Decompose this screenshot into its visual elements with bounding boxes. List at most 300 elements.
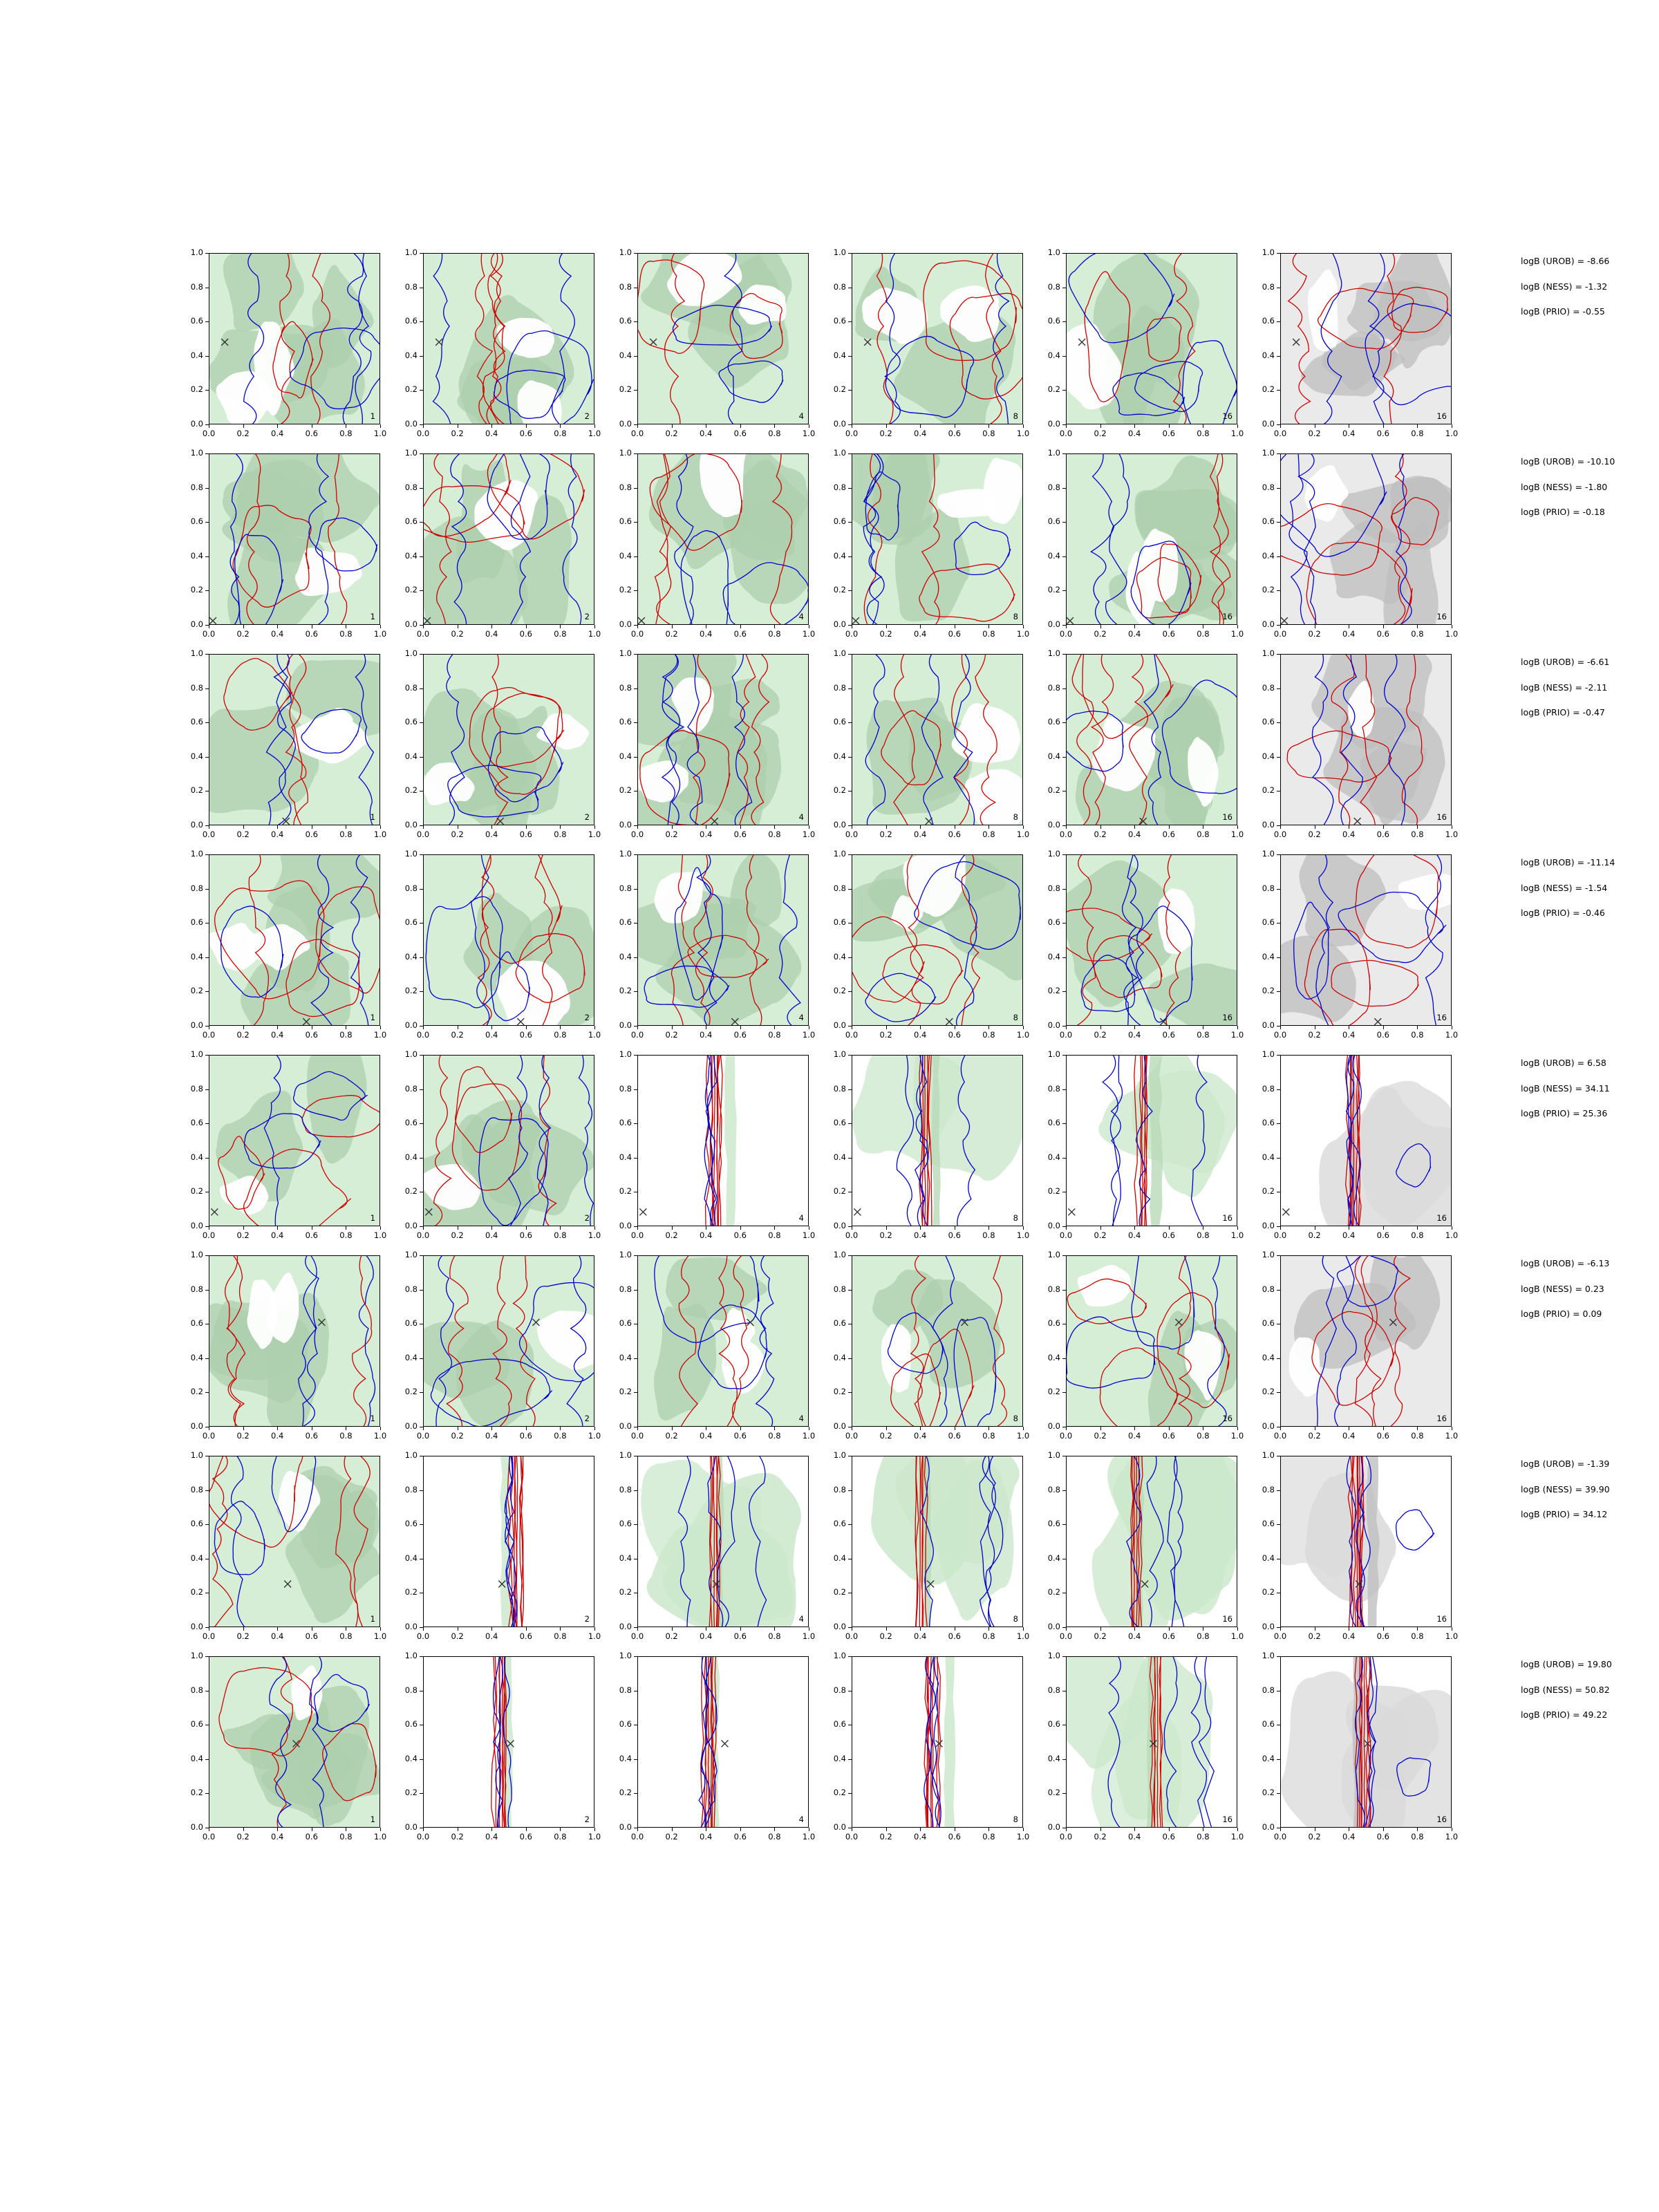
y-tick-label: 0.0 — [1262, 1622, 1275, 1631]
x-tick-mark — [672, 1026, 673, 1029]
x-tick-mark — [491, 424, 492, 428]
y-tick-label: 0.6 — [619, 917, 632, 928]
panel-row — [173, 1250, 1459, 1450]
x-tick-label: 0.2 — [665, 629, 678, 639]
y-tick-mark — [1277, 356, 1280, 357]
y-tick-label: 0.0 — [190, 1020, 203, 1030]
x-tick-mark — [886, 1627, 887, 1631]
panel-index-label: 2 — [584, 411, 590, 421]
contour-plot — [1066, 1456, 1237, 1627]
x-tick-label: 0.2 — [879, 830, 892, 839]
x-tick-mark — [526, 1026, 527, 1029]
y-tick-mark — [1062, 556, 1066, 557]
x-tick-label: 0.4 — [700, 1230, 713, 1240]
x-tick-mark — [1417, 1226, 1418, 1230]
x-tick-mark — [380, 1627, 381, 1631]
x-tick-label: 0.6 — [305, 429, 318, 438]
y-tick-label: 0.8 — [404, 1083, 418, 1094]
contour-panel-cell — [1030, 1651, 1244, 1851]
x-tick-label: 0.0 — [630, 1631, 644, 1641]
y-tick-label: 0.2 — [1262, 1387, 1275, 1397]
y-tick-label: 0.6 — [619, 717, 632, 727]
y-tick-label: 0.8 — [404, 1284, 418, 1294]
y-tick-label: 0.0 — [1047, 619, 1060, 629]
x-tick-label: 0.4 — [1342, 1030, 1356, 1040]
x-tick-mark — [637, 1828, 638, 1831]
x-tick-mark — [886, 1828, 887, 1831]
y-tick-mark — [848, 1490, 852, 1491]
contour-plot — [209, 854, 380, 1026]
x-tick-mark — [380, 1427, 381, 1430]
y-tick-label: 1.0 — [1262, 849, 1275, 859]
y-tick-mark — [420, 957, 423, 958]
y-tick-mark — [634, 488, 637, 489]
x-tick-label: 0.4 — [700, 1431, 713, 1441]
x-tick-mark — [1100, 825, 1101, 829]
contour-panel-cell — [1244, 1049, 1459, 1250]
y-tick-label: 0.0 — [619, 1221, 632, 1230]
x-tick-label: 0.0 — [202, 1230, 216, 1240]
y-tick-mark — [848, 321, 852, 322]
y-tick-mark — [634, 356, 637, 357]
log-bayes-factor-value: logB (PRIO) = 34.12 — [1521, 1509, 1608, 1519]
x-tick-label: 0.4 — [700, 830, 713, 839]
y-tick-label: 0.8 — [619, 482, 632, 492]
x-tick-mark — [1169, 825, 1170, 829]
panel-index-label: 8 — [1013, 1213, 1018, 1223]
y-tick-mark — [1277, 321, 1280, 322]
y-tick-label: 0.8 — [619, 1685, 632, 1695]
y-tick-mark — [420, 654, 423, 655]
panel-index-label: 8 — [1013, 1815, 1018, 1824]
y-tick-label: 0.8 — [1047, 1083, 1060, 1094]
y-tick-label: 0.4 — [1262, 1352, 1275, 1362]
y-tick-label: 1.0 — [190, 1049, 203, 1059]
y-tick-label: 0.6 — [1047, 717, 1060, 727]
x-tick-label: 0.4 — [485, 429, 498, 438]
y-tick-label: 0.0 — [833, 419, 846, 429]
x-tick-label: 0.6 — [733, 1832, 747, 1841]
y-tick-label: 0.6 — [833, 316, 846, 326]
x-tick-mark — [1066, 825, 1067, 829]
x-tick-label: 0.0 — [1059, 1631, 1073, 1641]
x-tick-label: 0.4 — [1342, 1431, 1356, 1441]
x-tick-label: 0.8 — [1197, 830, 1210, 839]
y-tick-label: 0.2 — [190, 585, 203, 595]
y-tick-label: 0.2 — [404, 1186, 418, 1197]
y-tick-label: 1.0 — [190, 448, 203, 458]
x-tick-label: 0.8 — [339, 830, 353, 839]
x-tick-mark — [672, 1427, 673, 1430]
y-tick-mark — [634, 1055, 637, 1056]
x-tick-label: 0.0 — [202, 1030, 216, 1040]
x-tick-label: 1.0 — [1445, 429, 1459, 438]
panel-index-label: 4 — [798, 1213, 804, 1223]
x-tick-label: 0.2 — [236, 429, 250, 438]
x-tick-label: 0.8 — [1197, 1030, 1210, 1040]
x-tick-mark — [740, 625, 741, 628]
y-tick-label: 1.0 — [404, 448, 418, 458]
log-bayes-factor-value: logB (NESS) = 34.11 — [1521, 1082, 1610, 1094]
y-tick-label: 0.8 — [1047, 1484, 1060, 1494]
contour-plot — [1280, 453, 1452, 625]
x-tick-label: 0.2 — [1094, 1030, 1107, 1040]
x-tick-label: 0.2 — [1308, 830, 1321, 839]
y-tick-mark — [848, 1793, 852, 1794]
x-tick-label: 0.2 — [879, 1230, 892, 1240]
x-tick-label: 0.8 — [982, 629, 995, 639]
panel-index-label: 4 — [798, 1614, 804, 1624]
x-tick-mark — [1100, 625, 1101, 628]
y-tick-mark — [205, 1490, 209, 1491]
x-tick-mark — [740, 1627, 741, 1631]
panel-index-label: 2 — [584, 812, 590, 822]
x-tick-label: 0.0 — [630, 830, 644, 839]
y-tick-label: 0.2 — [619, 1387, 632, 1397]
x-tick-mark — [491, 825, 492, 829]
x-tick-mark — [1383, 825, 1384, 829]
x-tick-mark — [1383, 1427, 1384, 1430]
y-tick-label: 0.0 — [404, 1822, 418, 1832]
y-tick-label: 0.2 — [190, 785, 203, 796]
x-tick-mark — [277, 1627, 278, 1631]
y-tick-label: 0.2 — [619, 785, 632, 796]
y-tick-label: 1.0 — [833, 849, 846, 859]
x-tick-label: 0.0 — [1059, 429, 1073, 438]
y-tick-label: 1.0 — [190, 1651, 203, 1660]
y-tick-label: 0.2 — [1262, 585, 1275, 595]
y-tick-label: 0.4 — [1047, 550, 1060, 561]
x-tick-label: 0.0 — [845, 1631, 859, 1641]
y-tick-label: 1.0 — [404, 648, 418, 658]
x-tick-label: 0.4 — [1342, 429, 1356, 438]
contour-plot — [1280, 654, 1452, 825]
y-tick-label: 0.8 — [190, 1284, 203, 1294]
x-tick-mark — [1280, 424, 1281, 428]
y-tick-label: 0.4 — [1262, 350, 1275, 360]
contour-plot — [209, 1055, 380, 1226]
y-tick-mark — [848, 1392, 852, 1393]
x-tick-label: 0.4 — [914, 629, 927, 639]
x-tick-label: 0.6 — [519, 1631, 532, 1641]
x-tick-label: 0.2 — [236, 1230, 250, 1240]
y-tick-mark — [205, 854, 209, 855]
x-tick-label: 0.8 — [554, 1832, 567, 1841]
y-tick-label: 1.0 — [619, 849, 632, 859]
y-tick-mark — [1277, 1656, 1280, 1657]
y-tick-mark — [205, 1055, 209, 1056]
x-tick-mark — [920, 1226, 921, 1230]
y-tick-mark — [1062, 1759, 1066, 1760]
x-tick-mark — [920, 1026, 921, 1029]
y-tick-label: 0.0 — [619, 1421, 632, 1431]
contour-panel-cell — [173, 1450, 387, 1651]
y-tick-label: 1.0 — [1262, 448, 1275, 458]
x-tick-mark — [1383, 424, 1384, 428]
x-tick-mark — [491, 1226, 492, 1230]
y-tick-label: 1.0 — [619, 448, 632, 458]
y-tick-label: 0.6 — [1262, 1118, 1275, 1128]
y-tick-label: 0.0 — [404, 619, 418, 629]
y-tick-mark — [848, 453, 852, 454]
panel-index-label: 1 — [370, 1213, 375, 1223]
y-tick-label: 0.2 — [1262, 986, 1275, 996]
y-tick-label: 0.6 — [833, 1118, 846, 1128]
x-tick-mark — [277, 1828, 278, 1831]
x-tick-label: 0.0 — [1059, 1230, 1073, 1240]
y-tick-mark — [420, 1158, 423, 1159]
y-tick-mark — [1062, 923, 1066, 924]
x-tick-label: 0.2 — [1308, 429, 1321, 438]
y-tick-label: 1.0 — [833, 1651, 846, 1660]
x-tick-label: 1.0 — [1230, 1230, 1244, 1240]
x-tick-label: 0.2 — [879, 1030, 892, 1040]
y-tick-mark — [1062, 957, 1066, 958]
x-tick-label: 0.8 — [339, 1030, 353, 1040]
x-tick-label: 0.0 — [1273, 629, 1287, 639]
x-tick-mark — [774, 1026, 775, 1029]
y-tick-label: 0.4 — [404, 1352, 418, 1362]
x-tick-label: 0.2 — [1094, 1230, 1107, 1240]
x-tick-mark — [1169, 1226, 1170, 1230]
y-tick-label: 0.8 — [833, 1484, 846, 1494]
log-bayes-factor-value: logB (PRIO) = 25.36 — [1521, 1108, 1608, 1118]
y-tick-label: 1.0 — [619, 247, 632, 257]
y-tick-label: 0.6 — [404, 516, 418, 527]
y-tick-mark — [205, 1793, 209, 1794]
x-tick-mark — [1169, 625, 1170, 628]
panel-index-label: 8 — [1013, 612, 1018, 621]
log-bayes-factor-value: logB (PRIO) = 0.09 — [1521, 1309, 1602, 1319]
y-tick-mark — [848, 1089, 852, 1090]
x-tick-label: 0.8 — [339, 429, 353, 438]
contour-plot — [637, 1055, 809, 1226]
y-tick-mark — [1277, 654, 1280, 655]
y-tick-label: 1.0 — [1047, 1049, 1060, 1059]
y-tick-label: 0.4 — [190, 951, 203, 962]
y-tick-mark — [420, 522, 423, 523]
x-tick-label: 0.4 — [1128, 629, 1141, 639]
y-tick-label: 0.8 — [619, 1083, 632, 1094]
y-tick-mark — [634, 1290, 637, 1291]
x-tick-mark — [1066, 1828, 1067, 1831]
y-tick-label: 1.0 — [1047, 1651, 1060, 1660]
y-tick-mark — [420, 1290, 423, 1291]
y-tick-label: 0.0 — [1047, 1421, 1060, 1431]
y-tick-mark — [205, 1358, 209, 1359]
y-tick-mark — [1062, 453, 1066, 454]
x-tick-mark — [594, 1427, 595, 1430]
log-bayes-factor-value: logB (UROB) = -1.39 — [1521, 1459, 1610, 1469]
y-tick-label: 0.2 — [1047, 1186, 1060, 1197]
x-tick-label: 0.8 — [339, 1431, 353, 1441]
y-tick-mark — [420, 722, 423, 723]
x-tick-label: 0.6 — [1376, 429, 1389, 438]
panel-index-label: 1 — [370, 411, 375, 421]
x-tick-label: 1.0 — [1016, 830, 1030, 839]
y-tick-mark — [205, 991, 209, 992]
x-tick-label: 0.4 — [700, 1832, 713, 1841]
contour-plot — [1066, 453, 1237, 625]
y-tick-label: 0.4 — [619, 1753, 632, 1763]
y-tick-mark — [1062, 1793, 1066, 1794]
y-tick-label: 0.2 — [404, 785, 418, 796]
y-tick-mark — [634, 1392, 637, 1393]
y-tick-label: 0.0 — [833, 1622, 846, 1631]
x-tick-label: 0.2 — [665, 429, 678, 438]
contour-plot — [852, 253, 1023, 424]
y-tick-mark — [205, 1158, 209, 1159]
x-tick-label: 0.0 — [416, 1030, 430, 1040]
y-tick-label: 0.0 — [1047, 1822, 1060, 1832]
x-tick-mark — [1280, 1226, 1281, 1230]
y-tick-mark — [205, 1089, 209, 1090]
x-tick-mark — [1100, 1828, 1101, 1831]
y-tick-mark — [1277, 556, 1280, 557]
x-tick-label: 0.4 — [700, 1631, 713, 1641]
y-tick-label: 0.2 — [619, 986, 632, 996]
y-tick-label: 0.6 — [1047, 1118, 1060, 1128]
y-tick-label: 1.0 — [619, 648, 632, 658]
y-tick-mark — [634, 556, 637, 557]
x-tick-mark — [1280, 625, 1281, 628]
x-tick-label: 1.0 — [802, 1230, 816, 1240]
x-tick-mark — [1134, 1427, 1135, 1430]
y-tick-label: 0.2 — [404, 986, 418, 996]
y-tick-label: 0.8 — [1047, 682, 1060, 693]
y-tick-mark — [205, 1392, 209, 1393]
x-tick-mark — [594, 1026, 595, 1029]
y-tick-label: 0.8 — [404, 1685, 418, 1695]
y-tick-mark — [848, 522, 852, 523]
y-tick-label: 0.6 — [404, 717, 418, 727]
y-tick-mark — [1062, 1290, 1066, 1291]
y-tick-label: 0.6 — [190, 516, 203, 527]
x-tick-label: 0.6 — [948, 1230, 961, 1240]
y-tick-mark — [1277, 390, 1280, 391]
y-tick-mark — [205, 923, 209, 924]
y-tick-label: 0.2 — [833, 785, 846, 796]
contour-plot — [852, 854, 1023, 1026]
y-tick-mark — [1062, 1358, 1066, 1359]
y-tick-label: 0.0 — [404, 1622, 418, 1631]
log-bayes-factor-value: logB (NESS) = -1.80 — [1521, 481, 1608, 492]
y-tick-mark — [1062, 1392, 1066, 1393]
x-tick-label: 0.2 — [1094, 1832, 1107, 1841]
contour-panel-cell — [387, 648, 601, 849]
y-tick-mark — [205, 390, 209, 391]
panel-index-label: 16 — [1436, 411, 1447, 421]
y-tick-label: 0.2 — [619, 1186, 632, 1197]
contour-panel-cell — [387, 1450, 601, 1651]
panel-index-label: 4 — [798, 1013, 804, 1022]
contour-plot — [637, 253, 809, 424]
contour-panel-cell — [173, 849, 387, 1049]
y-tick-label: 0.2 — [190, 986, 203, 996]
panel-index-label: 2 — [584, 1213, 590, 1223]
y-tick-label: 1.0 — [833, 648, 846, 658]
panel-index-label: 1 — [370, 1614, 375, 1624]
x-tick-mark — [774, 424, 775, 428]
y-tick-mark — [1277, 453, 1280, 454]
x-tick-label: 1.0 — [373, 429, 387, 438]
contour-plot — [1280, 854, 1452, 1026]
x-tick-label: 0.0 — [845, 1230, 859, 1240]
x-tick-label: 0.0 — [1059, 1431, 1073, 1441]
x-tick-label: 0.0 — [202, 1631, 216, 1641]
y-tick-label: 0.8 — [833, 482, 846, 492]
x-tick-mark — [774, 1828, 775, 1831]
y-tick-label: 0.4 — [1047, 951, 1060, 962]
y-tick-label: 0.6 — [190, 316, 203, 326]
y-tick-label: 0.4 — [1047, 1553, 1060, 1563]
x-tick-label: 1.0 — [1445, 830, 1459, 839]
x-tick-mark — [1417, 625, 1418, 628]
y-tick-mark — [634, 854, 637, 855]
y-tick-mark — [848, 957, 852, 958]
contour-plot — [1280, 1656, 1452, 1828]
x-tick-label: 0.2 — [451, 1832, 464, 1841]
y-tick-label: 0.8 — [1262, 883, 1275, 893]
x-tick-mark — [886, 825, 887, 829]
x-tick-label: 0.4 — [1342, 1832, 1356, 1841]
contour-plot — [423, 654, 594, 825]
y-tick-label: 0.4 — [619, 350, 632, 360]
x-tick-mark — [243, 1627, 244, 1631]
log-bayes-factor-value: logB (PRIO) = 49.22 — [1521, 1709, 1608, 1720]
x-tick-label: 0.6 — [1376, 1431, 1389, 1441]
x-tick-label: 1.0 — [1445, 1832, 1459, 1841]
y-tick-label: 0.4 — [833, 1753, 846, 1763]
x-tick-mark — [1134, 1828, 1135, 1831]
y-tick-label: 0.0 — [619, 1822, 632, 1832]
y-tick-label: 0.2 — [404, 1587, 418, 1597]
x-tick-label: 1.0 — [588, 629, 601, 639]
y-tick-label: 0.2 — [1047, 1587, 1060, 1597]
x-tick-label: 0.4 — [485, 830, 498, 839]
x-tick-label: 0.8 — [982, 1230, 995, 1240]
panel-index-label: 2 — [584, 1815, 590, 1824]
contour-plot — [1066, 1255, 1237, 1427]
y-tick-label: 1.0 — [404, 849, 418, 859]
x-tick-label: 0.2 — [236, 1832, 250, 1841]
x-tick-mark — [1134, 825, 1135, 829]
y-tick-mark — [1062, 1490, 1066, 1491]
y-tick-label: 0.4 — [1262, 751, 1275, 761]
y-tick-mark — [634, 757, 637, 758]
y-tick-mark — [1277, 1759, 1280, 1760]
x-tick-label: 0.6 — [1376, 1832, 1389, 1841]
x-tick-label: 0.0 — [416, 1230, 430, 1240]
y-tick-label: 0.2 — [619, 1587, 632, 1597]
y-tick-label: 0.0 — [833, 1221, 846, 1230]
x-tick-label: 0.2 — [236, 1631, 250, 1641]
x-tick-mark — [637, 825, 638, 829]
x-tick-mark — [988, 1828, 989, 1831]
x-tick-label: 0.0 — [630, 1230, 644, 1240]
y-tick-label: 0.4 — [833, 1152, 846, 1162]
y-tick-label: 1.0 — [1262, 1250, 1275, 1259]
contour-plot — [852, 654, 1023, 825]
y-tick-mark — [1277, 1392, 1280, 1393]
log-bayes-factor-value: logB (NESS) = -1.32 — [1521, 281, 1608, 292]
y-tick-label: 1.0 — [619, 1651, 632, 1660]
contour-plot — [423, 854, 594, 1026]
y-tick-label: 0.8 — [1047, 1685, 1060, 1695]
y-tick-mark — [848, 590, 852, 591]
panel-index-label: 4 — [798, 1815, 804, 1824]
y-tick-mark — [420, 1656, 423, 1657]
